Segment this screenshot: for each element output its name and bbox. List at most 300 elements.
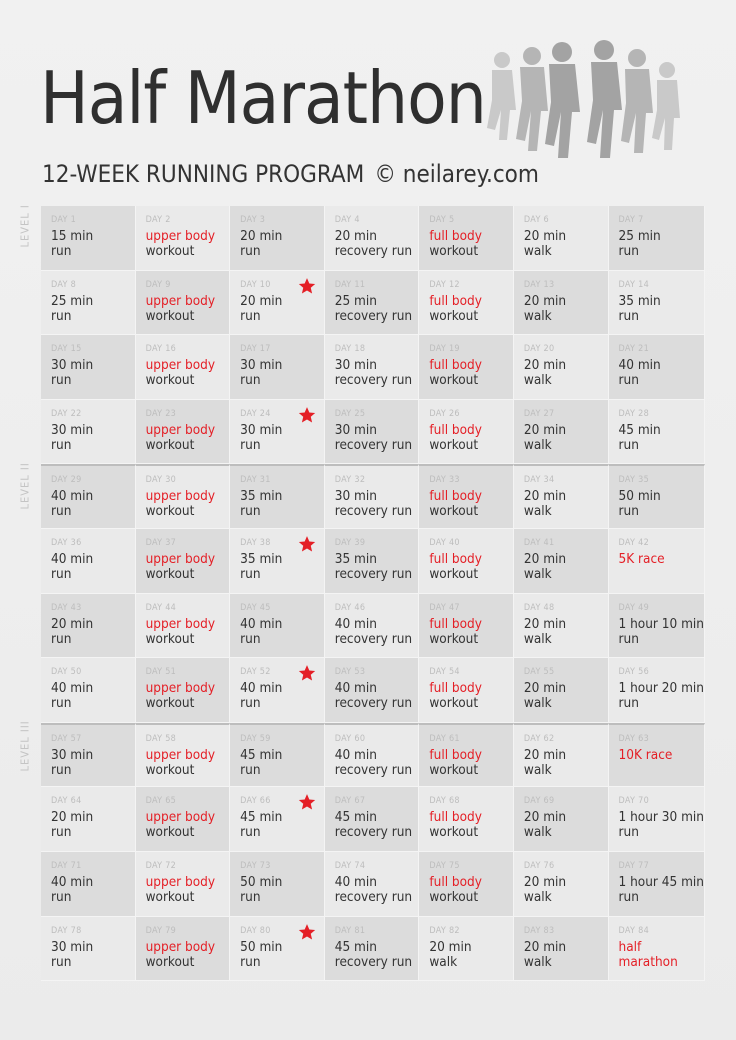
day-cell bbox=[136, 335, 231, 400]
day-number: DAY 27 bbox=[523, 408, 555, 419]
activity bbox=[619, 294, 704, 324]
activity bbox=[429, 875, 513, 905]
activity-line-1: 20 min bbox=[523, 488, 567, 505]
day-cell bbox=[41, 723, 136, 788]
day-number: DAY 58 bbox=[145, 733, 177, 744]
day-cell bbox=[609, 529, 705, 594]
activity bbox=[146, 810, 230, 840]
activity bbox=[51, 489, 135, 519]
activity-line-2: workout bbox=[145, 503, 195, 520]
day-number: DAY 42 bbox=[618, 537, 650, 548]
day-number: DAY 47 bbox=[429, 602, 460, 613]
day-number: DAY 52 bbox=[240, 667, 271, 678]
star-icon bbox=[298, 535, 316, 553]
activity-line-2: run bbox=[51, 307, 72, 324]
activity bbox=[240, 617, 324, 647]
activity-line-1: 1 hour 10 min bbox=[618, 615, 704, 632]
day-number: DAY 74 bbox=[334, 860, 366, 871]
day-cell bbox=[136, 400, 231, 465]
day-number: DAY 62 bbox=[523, 733, 555, 744]
activity bbox=[335, 552, 419, 582]
day-number: DAY 77 bbox=[618, 860, 650, 871]
activity bbox=[619, 552, 704, 567]
activity-line-2: recovery run bbox=[334, 695, 413, 712]
day-number: DAY 68 bbox=[429, 796, 460, 807]
activity-line-1: 1 hour 30 min bbox=[618, 809, 704, 826]
day-cell bbox=[514, 852, 609, 917]
day-number: DAY 28 bbox=[618, 408, 650, 419]
day-cell bbox=[230, 271, 325, 336]
day-number: DAY 6 bbox=[523, 215, 550, 225]
activity-line-1: upper body bbox=[145, 746, 216, 763]
activity bbox=[146, 875, 230, 905]
activity bbox=[335, 229, 419, 259]
day-number: DAY 23 bbox=[145, 408, 177, 419]
activity-line-2: walk bbox=[523, 503, 552, 520]
day-number: DAY 10 bbox=[240, 279, 271, 290]
activity-line-2: run bbox=[618, 630, 639, 647]
day-cell bbox=[609, 335, 705, 400]
activity bbox=[146, 681, 230, 711]
day-cell bbox=[514, 723, 609, 788]
activity-line-1: 20 min bbox=[240, 228, 283, 244]
activity-line-2: workout bbox=[145, 630, 195, 647]
activity bbox=[335, 681, 419, 711]
activity-line-2: workout bbox=[145, 953, 195, 970]
day-number: DAY 21 bbox=[618, 344, 650, 355]
day-cell bbox=[419, 787, 514, 852]
activity bbox=[429, 810, 513, 840]
activity-line-1: full body bbox=[429, 809, 482, 826]
day-number: DAY 2 bbox=[145, 215, 171, 225]
activity bbox=[51, 681, 135, 711]
activity bbox=[240, 748, 324, 778]
activity-line-1: full body bbox=[429, 292, 482, 309]
day-number: DAY 31 bbox=[240, 475, 271, 486]
day-number: DAY 55 bbox=[523, 667, 555, 678]
activity-line-1: full body bbox=[429, 550, 482, 567]
activity-line-2: workout bbox=[145, 243, 195, 259]
activity-line-2: recovery run bbox=[334, 630, 413, 647]
activity-line-1: 20 min bbox=[240, 292, 283, 309]
activity-line-1: full body bbox=[429, 615, 482, 632]
activity-line-1: 1 hour 20 min bbox=[618, 680, 704, 697]
activity-line-1: upper body bbox=[145, 228, 216, 244]
day-number: DAY 15 bbox=[51, 344, 82, 355]
activity bbox=[619, 681, 704, 711]
day-number: DAY 65 bbox=[145, 796, 177, 807]
activity-line-2: run bbox=[618, 436, 639, 453]
activity bbox=[240, 681, 324, 711]
activity-line-1: upper body bbox=[145, 488, 216, 505]
activity-line-2: recovery run bbox=[334, 307, 413, 324]
day-number: DAY 12 bbox=[429, 279, 460, 290]
activity-line-2: run bbox=[51, 630, 72, 647]
activity-line-2: walk bbox=[523, 565, 552, 582]
activity-line-2: workout bbox=[145, 824, 195, 841]
activity bbox=[51, 748, 135, 778]
activity-line-1: full body bbox=[429, 228, 482, 244]
activity-line-1: 40 min bbox=[51, 488, 94, 505]
day-number: DAY 38 bbox=[240, 537, 271, 548]
activity bbox=[335, 748, 419, 778]
activity bbox=[429, 423, 513, 453]
level-1-label: LEVEL I bbox=[18, 204, 32, 248]
day-cell bbox=[609, 787, 705, 852]
activity-line-2: walk bbox=[523, 307, 552, 324]
day-number: DAY 82 bbox=[429, 925, 460, 936]
activity-line-2: workout bbox=[429, 761, 479, 778]
star-icon bbox=[298, 664, 316, 682]
day-number: DAY 16 bbox=[145, 344, 177, 355]
activity bbox=[146, 940, 230, 970]
day-cell bbox=[230, 206, 325, 271]
activity-line-1: upper body bbox=[145, 938, 216, 955]
activity-line-2: workout bbox=[429, 630, 479, 647]
activity bbox=[524, 294, 608, 324]
activity-line-2: recovery run bbox=[334, 436, 413, 453]
activity bbox=[429, 940, 513, 970]
day-cell bbox=[136, 917, 231, 982]
activity-line-2: run bbox=[240, 503, 261, 520]
activity bbox=[429, 552, 513, 582]
day-number: DAY 35 bbox=[618, 475, 650, 486]
activity bbox=[619, 875, 704, 905]
activity-line-1: 50 min bbox=[240, 938, 283, 955]
day-number: DAY 49 bbox=[618, 602, 650, 613]
copyright-text: © neilarey.com bbox=[374, 160, 539, 188]
activity-line-2: workout bbox=[145, 761, 195, 778]
day-number: DAY 7 bbox=[618, 215, 644, 225]
day-number: DAY 1 bbox=[51, 215, 77, 225]
activity bbox=[51, 358, 135, 388]
activity bbox=[146, 294, 230, 324]
activity-line-1: full body bbox=[429, 680, 482, 697]
activity bbox=[240, 552, 324, 582]
activity bbox=[146, 552, 230, 582]
activity-line-1: 35 min bbox=[240, 488, 283, 505]
activity-line-2: run bbox=[618, 503, 639, 520]
activity-line-1: 50 min bbox=[618, 488, 661, 505]
day-number: DAY 67 bbox=[334, 796, 366, 807]
activity-line-2: recovery run bbox=[334, 372, 413, 389]
activity-line-1: 45 min bbox=[334, 809, 377, 826]
activity-line-1: 30 min bbox=[240, 357, 283, 374]
day-number: DAY 5 bbox=[429, 215, 455, 225]
activity bbox=[524, 810, 608, 840]
activity-line-1: 25 min bbox=[334, 292, 377, 309]
day-cell bbox=[419, 917, 514, 982]
activity bbox=[51, 423, 135, 453]
day-cell bbox=[230, 529, 325, 594]
day-number: DAY 26 bbox=[429, 408, 460, 419]
activity-line-2: walk bbox=[523, 888, 552, 905]
star-icon bbox=[298, 277, 316, 295]
day-cell bbox=[419, 529, 514, 594]
activity-line-2: run bbox=[51, 761, 72, 778]
activity bbox=[429, 617, 513, 647]
activity bbox=[619, 940, 704, 970]
activity-line-2: workout bbox=[145, 307, 195, 324]
activity bbox=[146, 489, 230, 519]
activity-line-1: 20 min bbox=[523, 938, 567, 955]
activity-line-1: 40 min bbox=[334, 615, 377, 632]
day-number: DAY 3 bbox=[240, 215, 266, 225]
activity-line-2: workout bbox=[145, 695, 195, 712]
activity-line-2: workout bbox=[429, 243, 479, 259]
activity bbox=[524, 681, 608, 711]
day-cell bbox=[609, 464, 705, 529]
day-cell bbox=[136, 658, 231, 723]
activity-line-1: full body bbox=[429, 746, 482, 763]
activity-line-2: marathon bbox=[618, 953, 678, 970]
activity-line-1: upper body bbox=[145, 357, 216, 374]
activity-line-2: walk bbox=[523, 243, 552, 259]
activity bbox=[619, 423, 704, 453]
day-cell bbox=[419, 206, 514, 271]
page-title: Half Marathon bbox=[40, 56, 486, 140]
day-cell bbox=[230, 400, 325, 465]
activity-line-1: 40 min bbox=[51, 680, 94, 697]
activity-line-2: run bbox=[51, 436, 72, 453]
activity-line-1: full body bbox=[429, 488, 482, 505]
activity bbox=[524, 358, 608, 388]
day-cell bbox=[419, 723, 514, 788]
day-number: DAY 32 bbox=[334, 475, 366, 486]
activity-line-1: 35 min bbox=[240, 550, 283, 567]
activity-line-2: walk bbox=[429, 953, 458, 970]
day-cell bbox=[230, 335, 325, 400]
activity bbox=[240, 358, 324, 388]
day-cell bbox=[325, 271, 420, 336]
activity bbox=[240, 810, 324, 840]
day-number: DAY 14 bbox=[618, 279, 650, 290]
day-cell bbox=[41, 787, 136, 852]
day-cell bbox=[41, 464, 136, 529]
activity bbox=[524, 875, 608, 905]
day-cell bbox=[514, 917, 609, 982]
star-icon bbox=[298, 793, 316, 811]
activity-line-2: workout bbox=[429, 436, 479, 453]
day-number: DAY 44 bbox=[145, 602, 177, 613]
activity-line-2: run bbox=[618, 695, 639, 712]
day-cell bbox=[230, 917, 325, 982]
day-number: DAY 20 bbox=[523, 344, 555, 355]
day-cell bbox=[136, 529, 231, 594]
day-number: DAY 25 bbox=[334, 408, 366, 419]
activity-line-1: 45 min bbox=[334, 938, 377, 955]
day-number: DAY 46 bbox=[334, 602, 366, 613]
activity bbox=[335, 294, 419, 324]
activity-line-1: 20 min bbox=[523, 746, 567, 763]
day-number: DAY 40 bbox=[429, 537, 460, 548]
activity bbox=[619, 748, 704, 763]
day-number: DAY 22 bbox=[51, 408, 82, 419]
day-cell bbox=[230, 852, 325, 917]
day-cell bbox=[609, 594, 705, 659]
activity-line-1: 1 hour 45 min bbox=[618, 873, 704, 890]
day-cell bbox=[230, 658, 325, 723]
day-number: DAY 18 bbox=[334, 344, 366, 355]
day-number: DAY 81 bbox=[334, 925, 366, 936]
day-number: DAY 71 bbox=[51, 860, 82, 871]
day-cell bbox=[230, 723, 325, 788]
activity-line-1: 45 min bbox=[240, 809, 283, 826]
day-cell bbox=[325, 723, 420, 788]
activity-line-2: run bbox=[240, 824, 261, 841]
activity-line-2: workout bbox=[145, 436, 195, 453]
activity bbox=[51, 875, 135, 905]
activity bbox=[619, 489, 704, 519]
activity-line-2: walk bbox=[523, 824, 552, 841]
day-cell bbox=[514, 400, 609, 465]
activity bbox=[619, 229, 704, 259]
activity-line-1: 40 min bbox=[240, 615, 283, 632]
day-number: DAY 11 bbox=[334, 279, 366, 290]
activity bbox=[146, 358, 230, 388]
day-number: DAY 29 bbox=[51, 475, 82, 486]
activity-line-1: upper body bbox=[145, 421, 216, 438]
activity-line-1: 20 min bbox=[523, 292, 567, 309]
activity-line-1: 15 min bbox=[51, 228, 94, 244]
activity-line-1: full body bbox=[429, 873, 482, 890]
activity bbox=[146, 748, 230, 778]
day-number: DAY 30 bbox=[145, 475, 177, 486]
activity bbox=[335, 358, 419, 388]
activity-line-2: recovery run bbox=[334, 761, 413, 778]
activity-line-2: workout bbox=[145, 565, 195, 582]
activity-line-2: run bbox=[240, 630, 261, 647]
day-cell bbox=[514, 206, 609, 271]
activity-line-2: recovery run bbox=[334, 503, 413, 520]
activity-line-2: workout bbox=[429, 695, 479, 712]
activity-line-1: 40 min bbox=[334, 680, 377, 697]
day-number: DAY 8 bbox=[51, 279, 77, 290]
activity-line-2: run bbox=[618, 824, 639, 841]
activity-line-2: run bbox=[51, 243, 72, 259]
activity bbox=[51, 810, 135, 840]
activity bbox=[146, 229, 230, 259]
day-cell bbox=[514, 658, 609, 723]
day-cell bbox=[41, 271, 136, 336]
activity-line-2: walk bbox=[523, 372, 552, 389]
activity-line-2: run bbox=[51, 888, 72, 905]
activity-line-2: walk bbox=[523, 761, 552, 778]
activity-line-1: 40 min bbox=[334, 746, 377, 763]
activity bbox=[335, 810, 419, 840]
day-cell bbox=[419, 594, 514, 659]
day-number: DAY 4 bbox=[334, 215, 360, 225]
day-number: DAY 9 bbox=[145, 279, 171, 290]
activity-line-1: 40 min bbox=[51, 873, 94, 890]
day-cell bbox=[41, 206, 136, 271]
day-cell bbox=[514, 529, 609, 594]
level-2-label: LEVEL II bbox=[18, 462, 32, 510]
day-number: DAY 43 bbox=[51, 602, 82, 613]
activity-line-1: 20 min bbox=[523, 615, 567, 632]
day-number: DAY 80 bbox=[240, 925, 271, 936]
activity-line-1: 20 min bbox=[523, 809, 567, 826]
day-number: DAY 57 bbox=[51, 733, 82, 744]
activity-line-2: run bbox=[51, 372, 72, 389]
day-cell bbox=[609, 271, 705, 336]
star-icon bbox=[298, 923, 316, 941]
activity-line-1: 20 min bbox=[51, 615, 94, 632]
day-cell bbox=[230, 787, 325, 852]
activity-line-1: 20 min bbox=[523, 421, 567, 438]
activity bbox=[335, 423, 419, 453]
day-cell bbox=[325, 787, 420, 852]
day-number: DAY 54 bbox=[429, 667, 460, 678]
activity-line-2: run bbox=[618, 243, 639, 259]
day-cell bbox=[325, 206, 420, 271]
day-cell bbox=[514, 335, 609, 400]
activity-line-1: 30 min bbox=[51, 746, 94, 763]
activity bbox=[335, 489, 419, 519]
activity-line-1: 40 min bbox=[51, 550, 94, 567]
star-icon bbox=[298, 406, 316, 424]
day-cell bbox=[136, 206, 231, 271]
activity-line-2: workout bbox=[429, 565, 479, 582]
activity-line-2: workout bbox=[429, 307, 479, 324]
activity-line-1: 40 min bbox=[334, 873, 377, 890]
activity-line-1: upper body bbox=[145, 615, 216, 632]
activity-line-1: full body bbox=[429, 357, 482, 374]
activity-line-1: 20 min bbox=[523, 680, 567, 697]
day-number: DAY 75 bbox=[429, 860, 460, 871]
activity bbox=[524, 552, 608, 582]
activity bbox=[240, 875, 324, 905]
day-cell bbox=[609, 206, 705, 271]
day-cell bbox=[325, 917, 420, 982]
day-number: DAY 13 bbox=[523, 279, 555, 290]
day-number: DAY 69 bbox=[523, 796, 555, 807]
activity-line-1: 10K race bbox=[618, 746, 673, 763]
day-number: DAY 56 bbox=[618, 667, 650, 678]
day-number: DAY 70 bbox=[618, 796, 650, 807]
activity bbox=[524, 617, 608, 647]
activity-line-1: 50 min bbox=[240, 873, 283, 890]
day-cell bbox=[325, 852, 420, 917]
level-3-label: LEVEL III bbox=[18, 720, 32, 772]
day-number: DAY 60 bbox=[334, 733, 366, 744]
day-cell bbox=[136, 787, 231, 852]
day-number: DAY 66 bbox=[240, 796, 271, 807]
activity-line-1: 20 min bbox=[51, 809, 94, 826]
day-cell bbox=[325, 335, 420, 400]
day-number: DAY 59 bbox=[240, 733, 271, 744]
day-number: DAY 24 bbox=[240, 408, 271, 419]
activity-line-2: run bbox=[51, 824, 72, 841]
activity-line-2: run bbox=[51, 503, 72, 520]
activity-line-2: run bbox=[240, 695, 261, 712]
day-number: DAY 51 bbox=[145, 667, 177, 678]
activity bbox=[51, 229, 135, 259]
activity-line-2: workout bbox=[429, 888, 479, 905]
activity-line-1: upper body bbox=[145, 292, 216, 309]
activity-line-1: 20 min bbox=[523, 228, 567, 244]
day-cell bbox=[419, 464, 514, 529]
day-cell bbox=[609, 400, 705, 465]
activity bbox=[524, 489, 608, 519]
activity bbox=[51, 294, 135, 324]
day-cell bbox=[325, 464, 420, 529]
activity bbox=[146, 617, 230, 647]
activity bbox=[240, 489, 324, 519]
activity bbox=[429, 229, 513, 259]
activity bbox=[240, 294, 324, 324]
day-number: DAY 17 bbox=[240, 344, 271, 355]
